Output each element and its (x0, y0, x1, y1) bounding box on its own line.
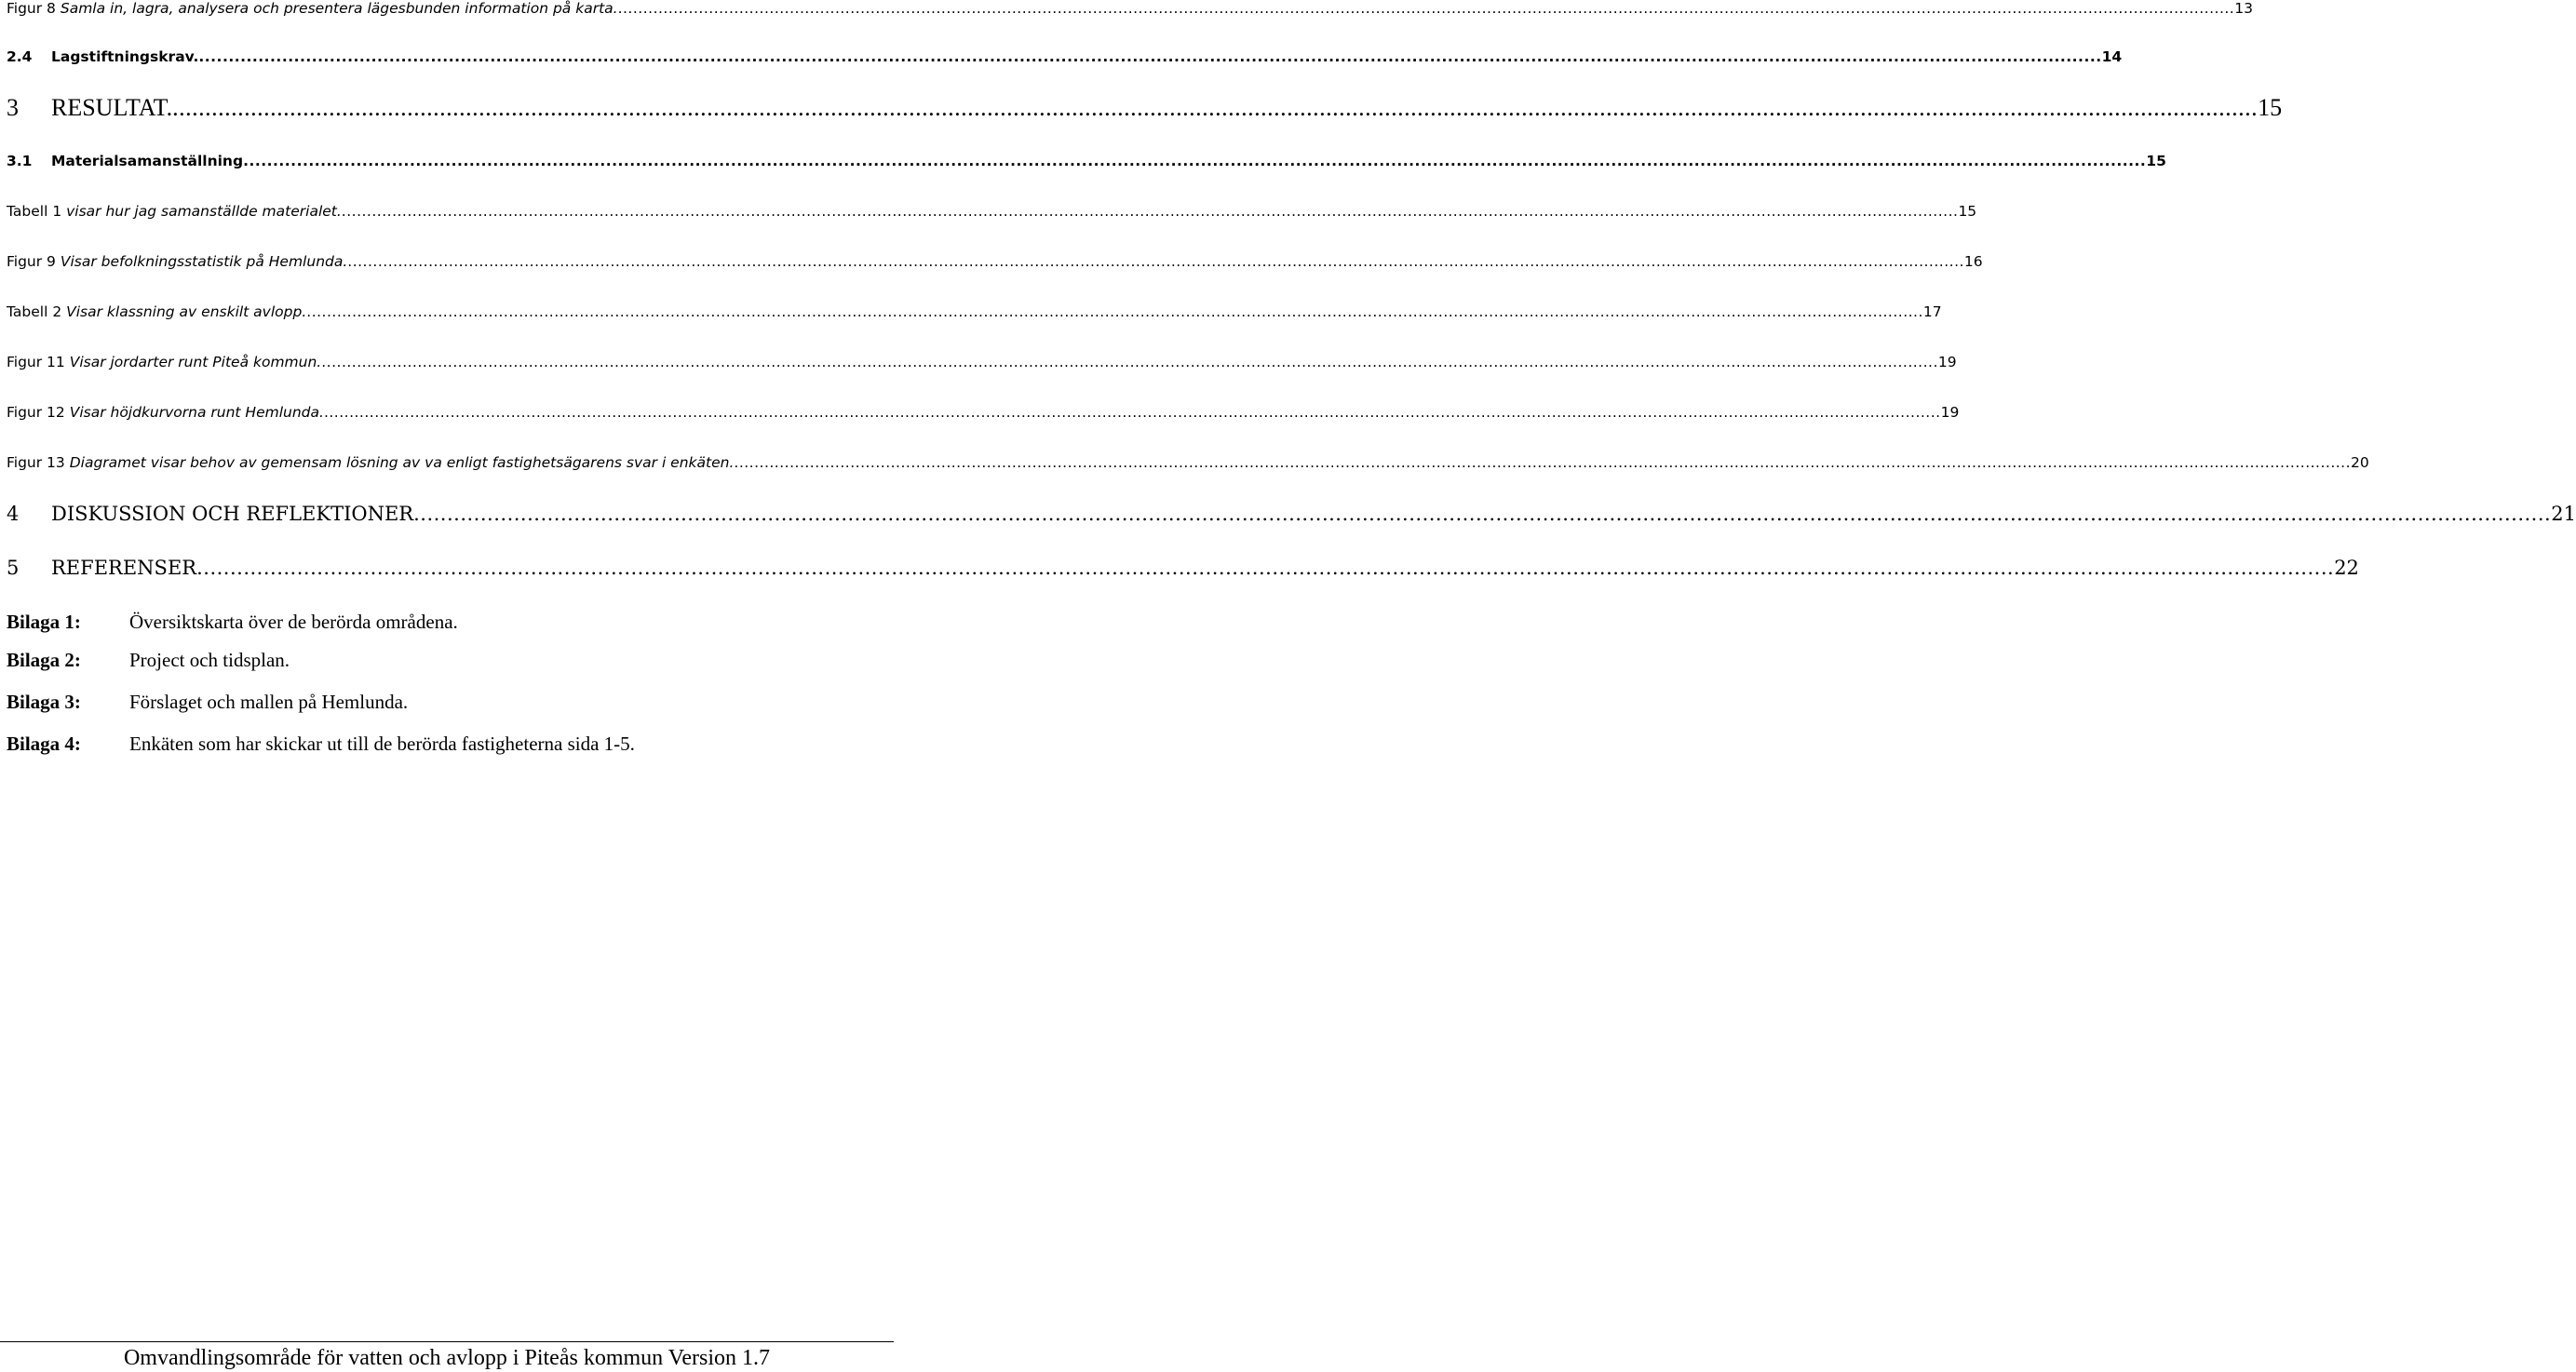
toc-entry-chapter-5[interactable] (7, 557, 2359, 579)
toc-entry-section-2-4[interactable] (7, 48, 2123, 65)
appendix-item-4 (7, 733, 635, 756)
toc-page-number: 19 (1940, 404, 1960, 421)
appendix-text: Översiktskarta över de berörda områdena. (129, 611, 458, 633)
toc-entry-chapter-3[interactable] (7, 94, 2283, 122)
appendix-text: Project och tidsplan. (129, 649, 290, 671)
toc-entry-tabell-2[interactable] (7, 303, 1942, 320)
appendix-label: Bilaga 2: (7, 649, 81, 671)
toc-page-number: 15 (2258, 94, 2283, 121)
toc-chapter-title: REFERENSER (51, 557, 197, 579)
dot-leader (734, 454, 2351, 471)
dot-leader (413, 503, 2551, 525)
toc-chapter-number: 5 (7, 557, 20, 579)
toc-entry-figur-13[interactable] (7, 454, 2369, 471)
toc-caption-text: visar hur jag samanställde materialet. (66, 203, 342, 220)
dot-leader (618, 0, 2235, 17)
toc-caption-label: Figur 11 (7, 354, 65, 370)
dot-leader (347, 253, 1964, 270)
toc-caption-text: Visar klassning av enskilt avlopp. (66, 303, 307, 320)
toc-caption-label: Figur 9 (7, 253, 56, 270)
appendix-item-2 (7, 649, 290, 672)
toc-chapter-title: RESULTAT. (51, 94, 173, 121)
toc-page-number: 14 (2101, 48, 2123, 65)
footer-divider (0, 1341, 894, 1342)
dot-leader (306, 303, 1923, 320)
toc-page-number: 19 (1937, 354, 1957, 370)
toc-entry-figur-11[interactable] (7, 354, 1957, 370)
toc-page-number: 13 (2234, 0, 2253, 17)
toc-caption-label: Figur 12 (7, 404, 65, 421)
toc-caption-label: Figur 8 (7, 0, 56, 17)
toc-caption-label: Figur 13 (7, 454, 65, 471)
appendix-label: Bilaga 3: (7, 691, 81, 713)
toc-caption-label: Tabell 1 (7, 203, 62, 220)
toc-section-number: 2.4 (7, 48, 33, 65)
toc-caption-text: Visar jordarter runt Piteå kommun. (69, 354, 322, 370)
toc-entry-figur-12[interactable] (7, 404, 1960, 421)
appendix-item-1 (7, 611, 458, 634)
toc-entry-tabell-1[interactable] (7, 203, 1977, 220)
toc-section-title: Materialsamanställning (51, 153, 244, 169)
toc-entry-figur-8[interactable] (7, 0, 2253, 17)
appendix-text: Enkäten som har skickar ut till de berörda fastigheterna sida 1-5. (129, 733, 635, 755)
toc-page-number: 16 (1963, 253, 1983, 270)
toc-caption-label: Tabell 2 (7, 303, 62, 320)
toc-page-number: 22 (2334, 557, 2359, 579)
toc-chapter-number: 3 (7, 94, 19, 121)
appendix-item-3 (7, 691, 408, 714)
appendix-label: Bilaga 1: (7, 611, 81, 633)
appendix-label: Bilaga 4: (7, 733, 81, 755)
toc-entry-section-3-1[interactable] (7, 153, 2166, 169)
toc-page-number: 15 (2146, 153, 2166, 169)
dot-leader (324, 404, 1941, 421)
toc-section-title: Lagstiftningskrav. (51, 48, 199, 65)
toc-page-number: 21 (2551, 503, 2576, 525)
dot-leader (342, 203, 1959, 220)
toc-page-number: 20 (2351, 454, 2369, 471)
toc-section-number: 3.1 (7, 153, 33, 169)
toc-caption-text: Samla in, lagra, analysera och presentera lägesbunden information på karta. (60, 0, 618, 17)
dot-leader (321, 354, 1938, 370)
page-footer: Omvandlingsområde för vatten och avlopp i Piteås kommun Version 1.7 (123, 1346, 771, 1370)
toc-caption-text: Diagramet visar behov av gemensam lösning av va enligt fastighetsägarens svar i enkäten. (69, 454, 735, 471)
dot-leader (196, 557, 2334, 579)
toc-entry-chapter-4[interactable] (7, 503, 2576, 525)
toc-entry-figur-9[interactable] (7, 253, 1983, 270)
toc-caption-text: Visar befolkningsstatistik på Hemlunda. (60, 253, 348, 270)
dot-leader (243, 153, 2146, 169)
appendix-text: Förslaget och mallen på Hemlunda. (129, 691, 409, 713)
dot-leader (172, 94, 2258, 122)
toc-chapter-number: 4 (7, 503, 20, 525)
toc-caption-text: Visar höjdkurvorna runt Hemlunda. (69, 404, 324, 421)
toc-chapter-title: DISKUSSION OCH REFLEKTIONER (51, 503, 414, 525)
toc-page-number: 15 (1958, 203, 1977, 220)
toc-page-number: 17 (1922, 303, 1942, 320)
dot-leader (198, 48, 2101, 65)
